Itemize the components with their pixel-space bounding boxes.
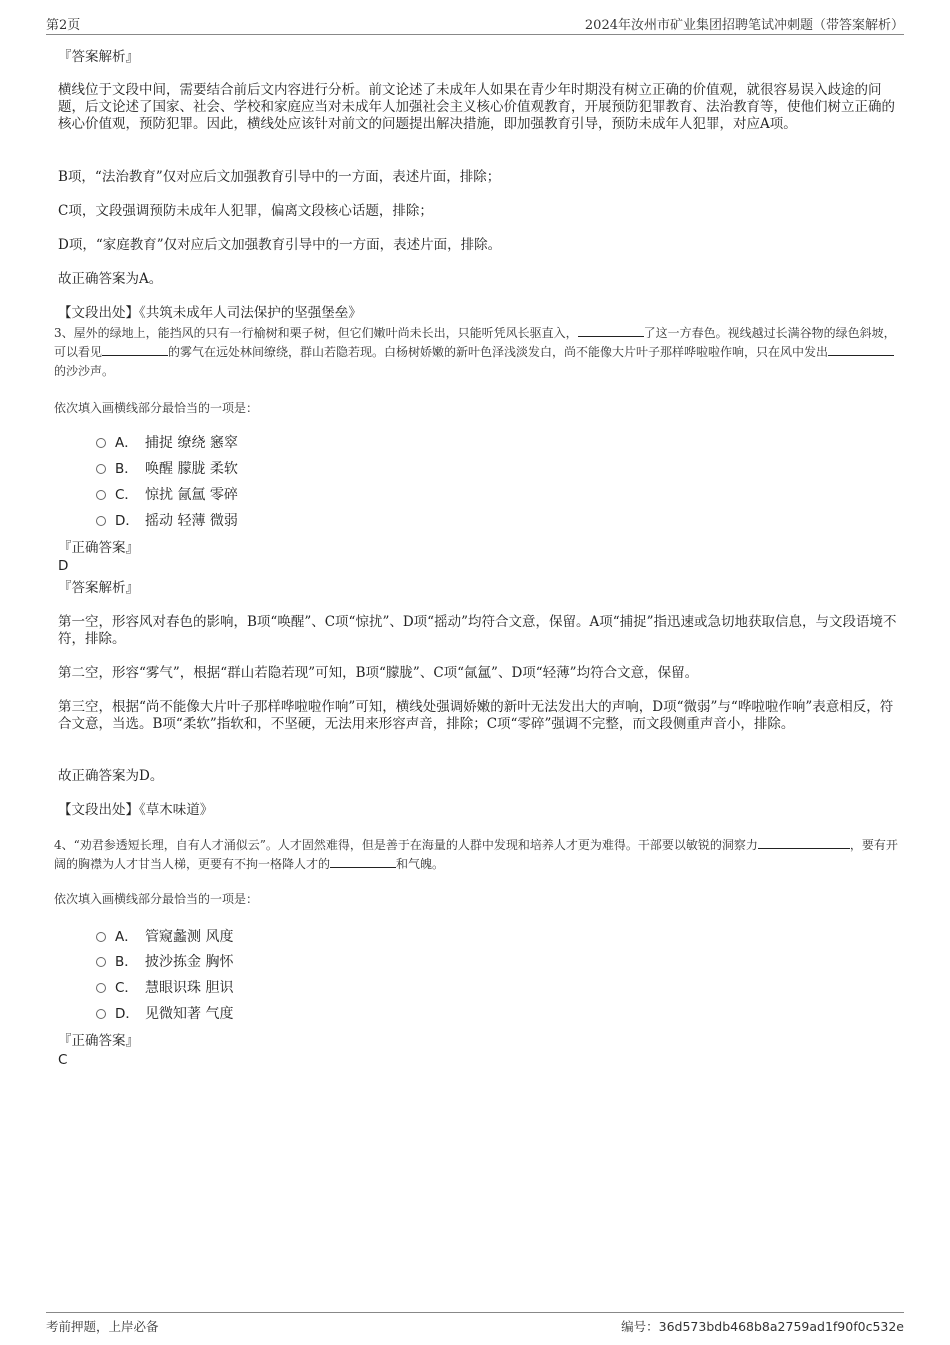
footer-slogan: 考前押题，上岸必备	[46, 1319, 159, 1334]
q4-blank-1	[758, 836, 850, 849]
q3-option-b[interactable]: B． 唤醒 朦胧 柔软	[96, 460, 238, 478]
q2-analysis-para-3: C项，文段强调预防未成年人犯罪，偏离文段核心话题，排除；	[58, 203, 433, 219]
q4-answer: C	[58, 1052, 68, 1068]
q2-analysis-para-1: 横线位于文段中间，需要结合前后文内容进行分析。前文论述了未成年人如果在青少年时期没有树立正确的价值观，就很容易误入歧途的问题，后文论述了国家、社会、学校和家庭应当对未成年人加强社会主义核心价值观教育，开展预防犯罪教育、法治教育等，使他们树立正确的核心价值观，预防犯罪。因此，横线处应该针对前文的问题提出解决措施，即加强教育引导，预防未成年人犯罪，对应A项。	[58, 82, 895, 132]
q4-blank-2	[330, 855, 396, 868]
q3-blank-3	[828, 343, 894, 356]
radio-icon[interactable]	[96, 932, 106, 942]
q4-answer-heading: 『正确答案』	[58, 1033, 139, 1049]
q2-analysis-para-4: D项，“家庭教育”仅对应后文加强教育引导中的一方面，表述片面，排除。	[58, 237, 502, 253]
q3-analysis-para-1: 第一空，形容风对春色的影响，B项“唤醒”、C项“惊扰”、D项“摇动”均符合文意，保留。A项“捕捉”指迅速或急切地获取信息，与文段语境不符，排除。	[58, 614, 897, 647]
page-header	[46, 12, 904, 35]
q3-analysis-para-2: 第二空，形容“雾气”，根据“群山若隐若现”可知，B项“朦胧”、C项“氤氲”、D项“轻薄”均符合文意，保留。	[58, 665, 699, 681]
document-title: 2024年汝州市矿业集团招聘笔试冲刺题（带答案解析）	[584, 18, 904, 33]
radio-icon[interactable]	[96, 1009, 106, 1019]
q3-conclusion: 故正确答案为D。	[58, 768, 164, 784]
footer-serial: 编号：36d573bdb468b8a2759ad1f90f0c532e	[621, 1319, 904, 1334]
page-footer	[46, 1312, 904, 1337]
q3-analysis-heading: 『答案解析』	[58, 580, 139, 596]
q4-instruction: 依次填入画横线部分最恰当的一项是：	[54, 892, 259, 906]
radio-icon[interactable]	[96, 490, 106, 500]
page-number: 第2页	[46, 18, 81, 33]
q3-option-c[interactable]: C． 惊扰 氤氲 零碎	[96, 486, 238, 504]
radio-icon[interactable]	[96, 438, 106, 448]
q4-option-b[interactable]: B． 披沙拣金 胸怀	[96, 953, 233, 971]
radio-icon[interactable]	[96, 957, 106, 967]
q2-source: 【文段出处】《共筑未成年人司法保护的坚强堡垒》	[58, 305, 362, 321]
q2-conclusion: 故正确答案为A。	[58, 271, 163, 287]
q3-blank-1	[578, 324, 644, 337]
radio-icon[interactable]	[96, 464, 106, 474]
q2-analysis-heading: 『答案解析』	[58, 49, 139, 65]
q4-option-c[interactable]: C． 慧眼识珠 胆识	[96, 979, 233, 997]
radio-icon[interactable]	[96, 983, 106, 993]
q4-stem: 4、“劝君参透短长理，自有人才涌似云”。人才固然难得，但是善于在海量的人群中发现和培养人才更为难得。干部要以敏锐的洞察力 ，要有开阔的胸襟为人才甘当人梯，更要有不拘一格降人才的 和气魄。	[54, 838, 898, 871]
q3-answer: D	[58, 558, 69, 574]
q3-blank-2	[102, 343, 168, 356]
q2-analysis-para-2: B项，“法治教育”仅对应后文加强教育引导中的一方面，表述片面，排除；	[58, 169, 501, 185]
q3-analysis-para-3: 第三空，根据“尚不能像大片叶子那样哗啦啦作响”可知，横线处强调娇嫩的新叶无法发出大的声响，D项“微弱”与“哗啦啦作响”表意相反，符合文意，当选。B项“柔软”指软和，不坚硬，无法用来形容声音，排除；C项“零碎”强调不完整，而文段侧重声音小，排除。	[58, 699, 894, 732]
q3-answer-heading: 『正确答案』	[58, 540, 139, 556]
q3-source: 【文段出处】《草木味道》	[58, 802, 214, 818]
q4-option-a[interactable]: A． 管窥蠡测 风度	[96, 928, 233, 946]
q3-instruction: 依次填入画横线部分最恰当的一项是：	[54, 401, 259, 415]
q3-stem: 3、屋外的绿地上，能挡风的只有一行榆树和栗子树，但它们嫩叶尚未长出，只能听凭风长驱直入， 了这一方春色。视线越过长满谷物的绿色斜坡，可以看见 的雾气在远处林间缭绕，群山若隐若现。白杨树娇嫩的新叶色泽浅淡发白，尚不能像大片叶子那样哗啦啦作响，只在风中发出的沙沙声。	[54, 326, 896, 378]
q3-option-a[interactable]: A． 捕捉 缭绕 窸窣	[96, 434, 238, 452]
radio-icon[interactable]	[96, 516, 106, 526]
q3-option-d[interactable]: D． 摇动 轻薄 微弱	[96, 512, 238, 530]
q4-option-d[interactable]: D． 见微知著 气度	[96, 1005, 233, 1023]
